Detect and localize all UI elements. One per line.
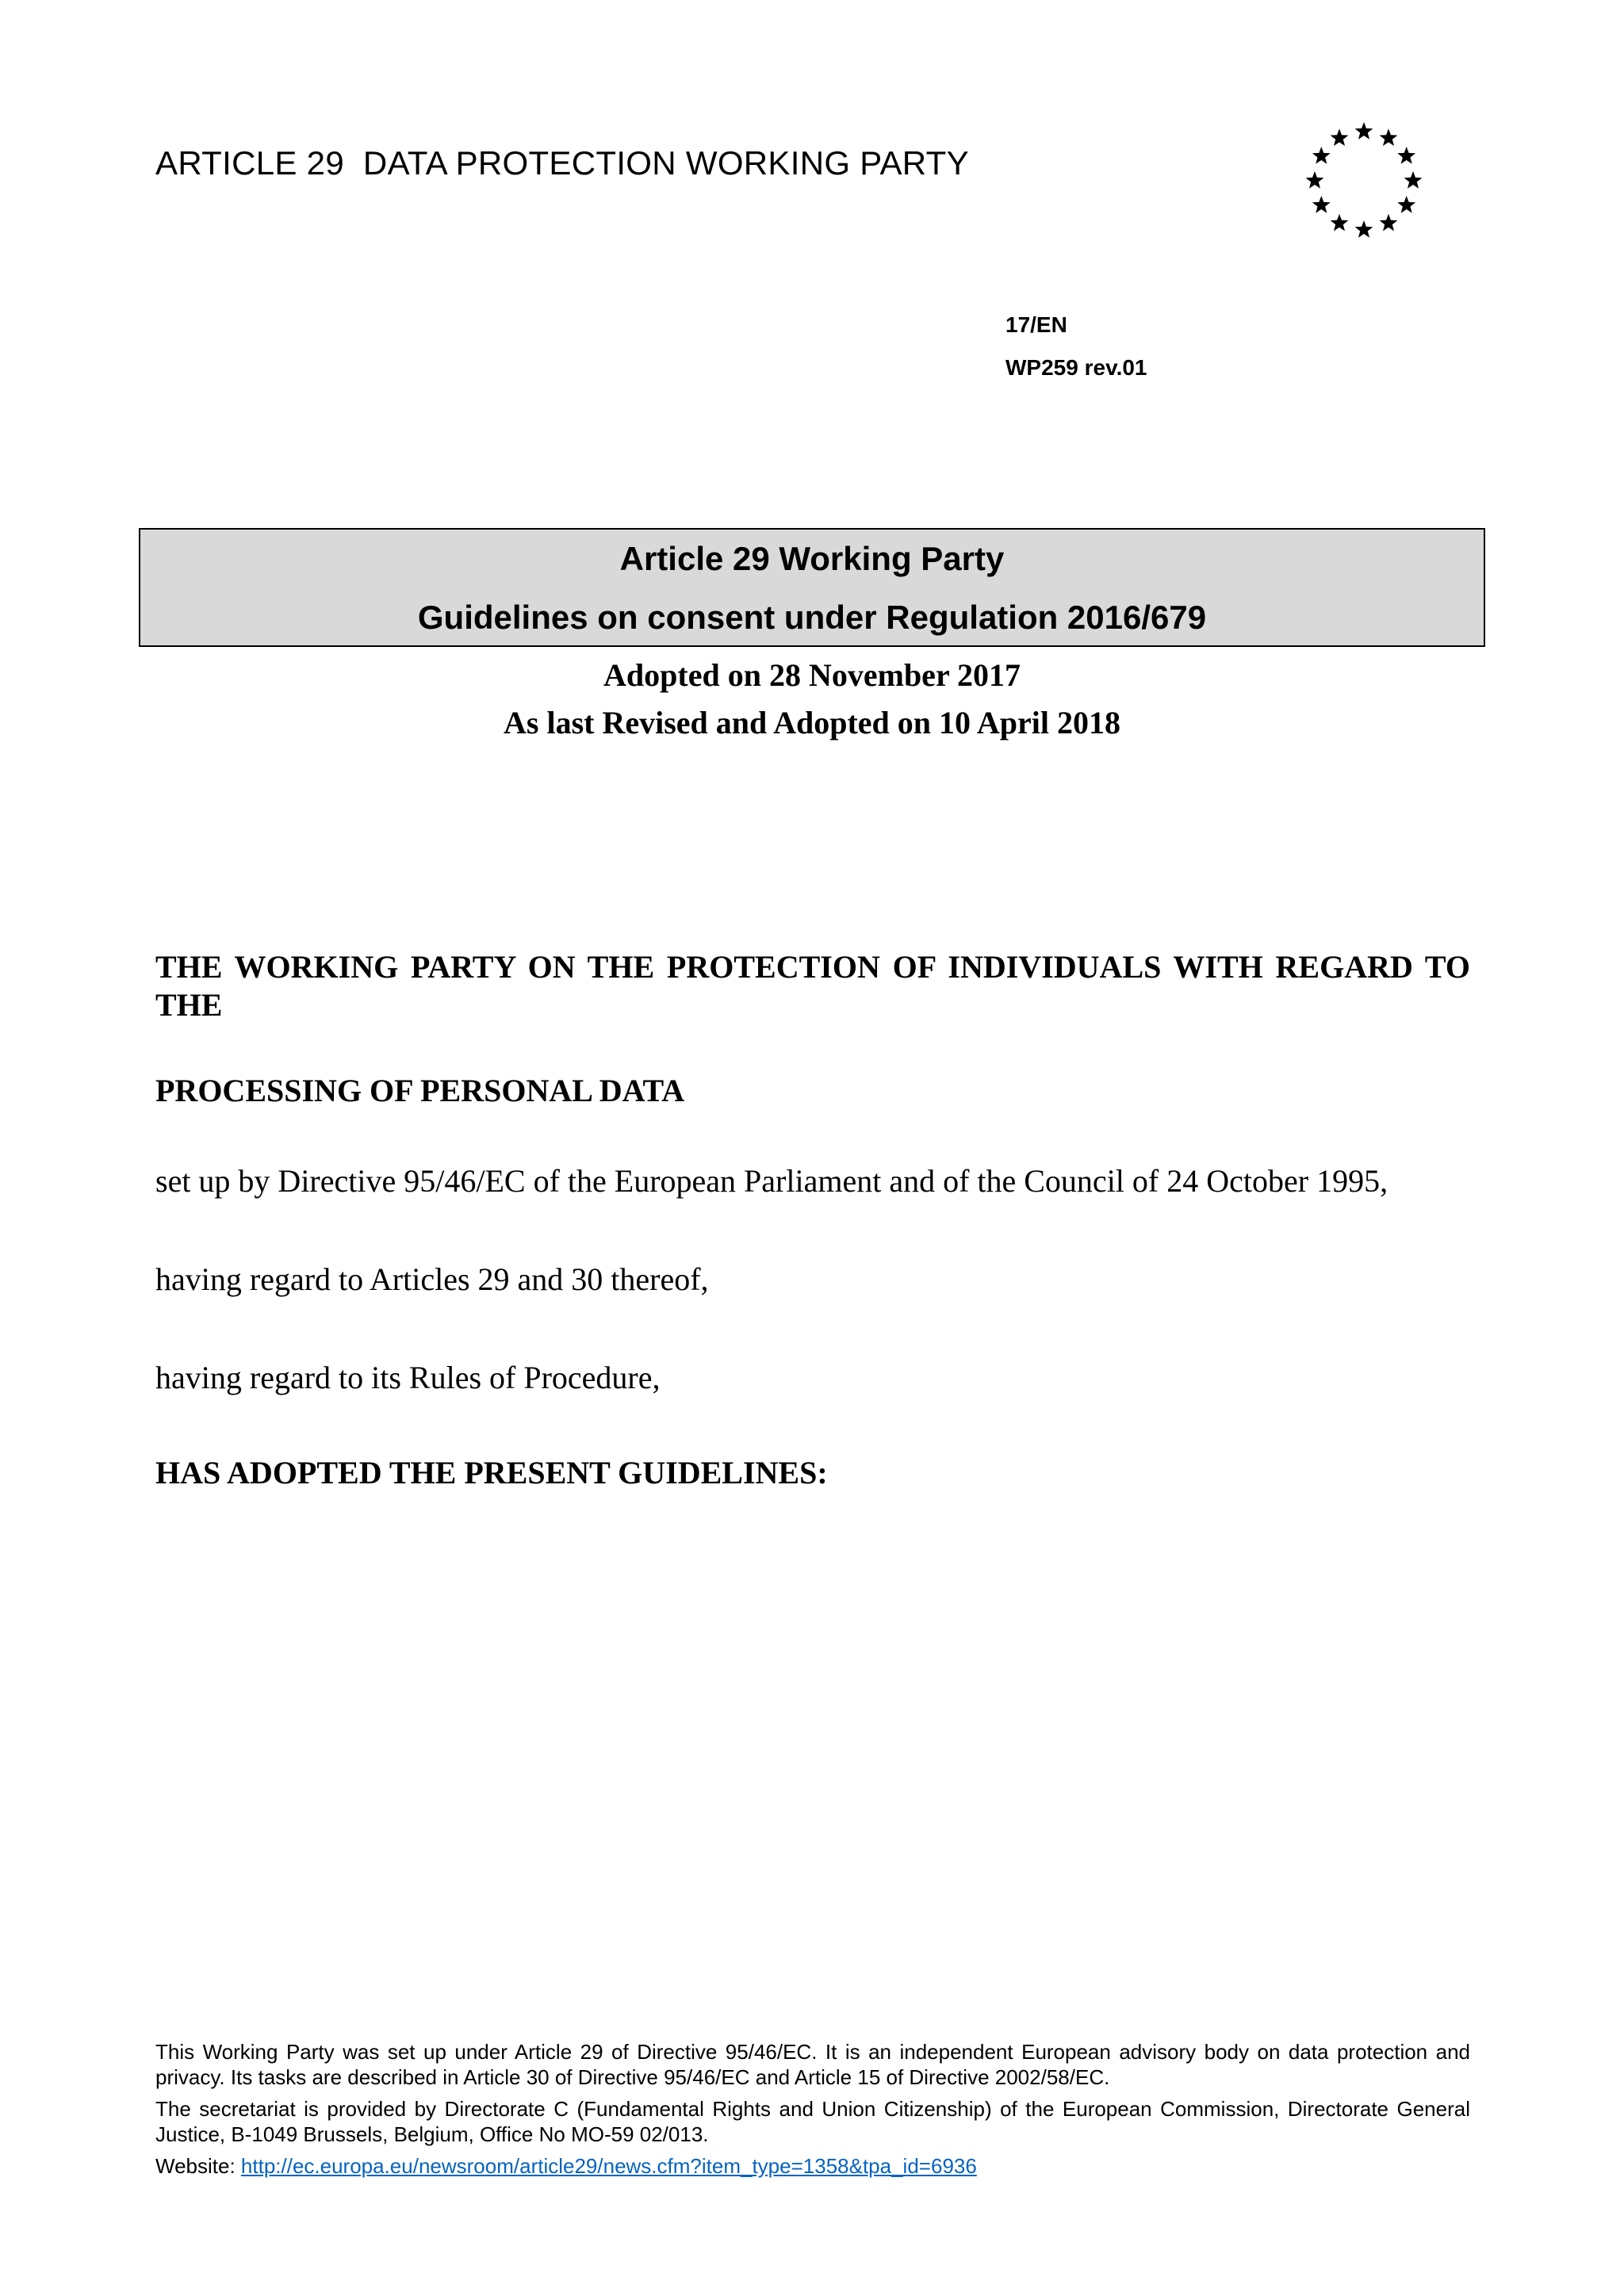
rules-clause: having regard to its Rules of Procedure,	[155, 1360, 661, 1395]
star-icon	[1312, 147, 1331, 164]
revised-date: As last Revised and Adopted on 10 April 2018	[504, 705, 1120, 740]
title-box	[139, 528, 1485, 647]
star-icon	[1397, 196, 1415, 213]
reference-number: 17/EN	[1005, 312, 1067, 337]
footer-website	[155, 2153, 1470, 2179]
footer	[155, 2039, 1470, 2185]
title-line-2: Guidelines on consent under Regulation 2016/679	[417, 599, 1207, 636]
website-label: Website:	[155, 2154, 241, 2178]
setup-clause: set up by Directive 95/46/EC of the European Parliament and of the Council of 24 October 1995,	[155, 1163, 1388, 1199]
star-icon	[1312, 196, 1331, 213]
footer-about: This Working Party was set up under Article 29 of Directive 95/46/EC. It is an independent European advisory body on data protection and privacy. Its tasks are described in Article 30 of Directive 95/46/EC and Article 15 of Directive 2002/58/EC.	[155, 2040, 1470, 2089]
star-icon	[1355, 122, 1373, 140]
star-icon	[1331, 128, 1349, 146]
star-icon	[1306, 171, 1324, 189]
footer-secretariat: The secretariat is provided by Directorate C (Fundamental Rights and Union Citizenship) of the European Commission, Directorate General Justice, B-1049 Brussels, Belgium, Office No MO-59 02/013.	[155, 2097, 1470, 2146]
website-link[interactable]: http://ec.europa.eu/newsroom/article29/news.cfm?item_type=1358&tpa_id=6936	[240, 2154, 977, 2178]
adopted-date: Adopted on 28 November 2017	[603, 657, 1021, 693]
star-icon	[1404, 171, 1423, 189]
processing-heading: PROCESSING OF PERSONAL DATA	[155, 1073, 685, 1108]
working-party-heading: THE WORKING PARTY ON THE PROTECTION OF INDIVIDUALS WITH REGARD TO THE	[155, 949, 1470, 1023]
star-icon	[1380, 128, 1398, 146]
reference-code: WP259 rev.01	[1005, 355, 1147, 380]
articles-clause: having regard to Articles 29 and 30 thereof,	[155, 1261, 709, 1297]
star-icon	[1380, 214, 1398, 232]
organization-name: ARTICLE 29 DATA PROTECTION WORKING PARTY	[155, 144, 969, 182]
star-icon	[1397, 147, 1415, 164]
star-icon	[1331, 214, 1349, 232]
star-icon	[1355, 220, 1373, 238]
eu-stars-emblem-icon	[1285, 117, 1443, 244]
adoption-heading: HAS ADOPTED THE PRESENT GUIDELINES:	[155, 1455, 828, 1490]
title-line-1: Article 29 Working Party	[619, 540, 1005, 577]
